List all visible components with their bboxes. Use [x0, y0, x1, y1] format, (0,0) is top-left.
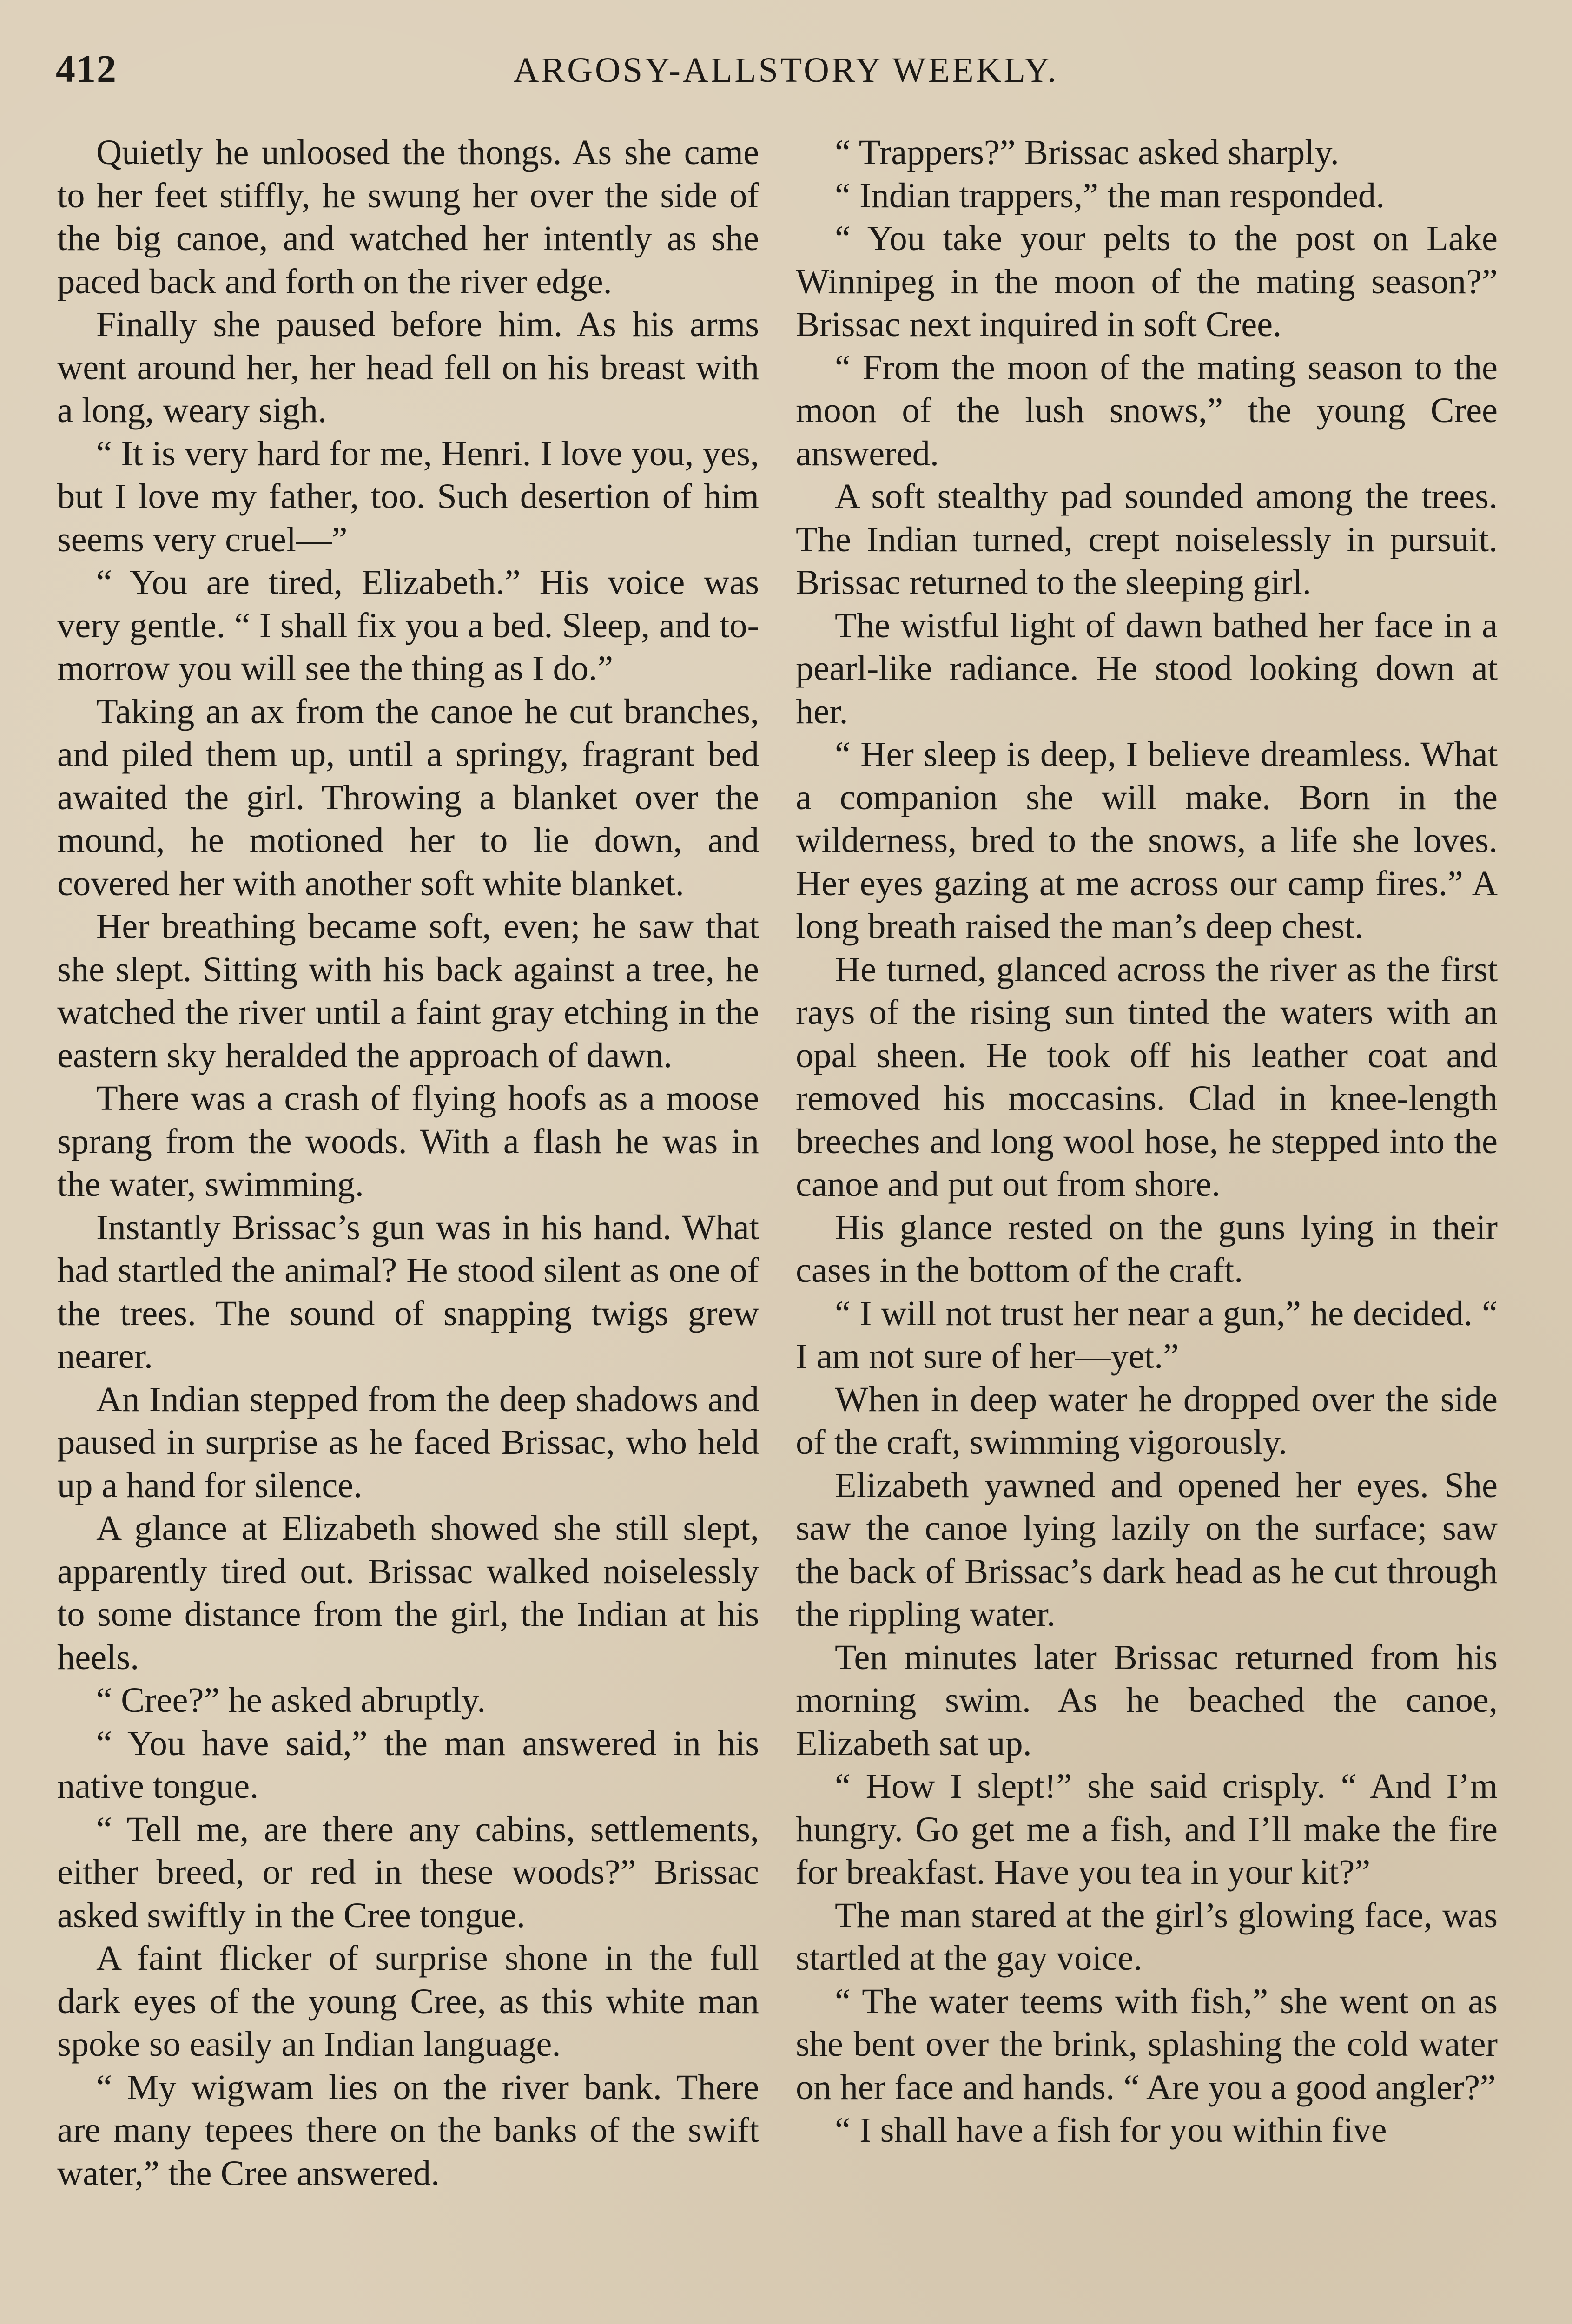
paragraph: The man stared at the girl’s glowing face, was startled at the gay voice. — [796, 1895, 1498, 1978]
running-title: ARGOSY-ALLSTORY WEEKLY. — [513, 51, 1059, 90]
paragraph: “ Trappers?” Brissac asked sharply. — [835, 132, 1339, 172]
paragraph: There was a crash of flying hoofs as a moose sprang from the woods. With a flash he was in the water, swimming. — [57, 1078, 759, 1204]
paragraph: Quietly he unloosed the thongs. As she came to her feet stiffly, he swung her over the side of the big canoe, and watched her intently as she paced back and forth on the river edge. — [57, 132, 759, 301]
paragraph: “ It is very hard for me, Henri. I love you, yes, but I love my father, too. Such desertion of him seems very cruel—” — [57, 433, 759, 559]
left-text-column — [57, 131, 759, 2195]
paragraph: Instantly Brissac’s gun was in his hand. What had startled the animal? He stood silent as one of the trees. The sound of snapping twigs grew nearer. — [57, 1207, 759, 1376]
paragraph: “ From the moon of the mating season to the moon of the lush snows,” the young Cree answered. — [796, 347, 1498, 473]
paragraph: A glance at Elizabeth showed she still slept, apparently tired out. Brissac walked noiselessly to some distance from the girl, the Indian at his heels. — [57, 1508, 759, 1677]
paragraph: When in deep water he dropped over the side of the craft, swimming vigorously. — [796, 1379, 1498, 1462]
paragraph: The wistful light of dawn bathed her face in a pearl-like radiance. He stood looking down at her. — [796, 605, 1498, 731]
paragraph: “ My wigwam lies on the river bank. There are many tepees there on the banks of the swift water,” the Cree answered. — [57, 2067, 759, 2193]
paragraph: His glance rested on the guns lying in their cases in the bottom of the craft. — [796, 1207, 1498, 1290]
paragraph: “ The water teems with fish,” she went on as she bent over the brink, splashing the cold water on her face and hands. “ Are you a good angler?” — [796, 1981, 1498, 2107]
page-number: 412 — [56, 47, 117, 91]
paragraph: A soft stealthy pad sounded among the trees. The Indian turned, crept noiselessly in pursuit. Brissac returned to the sleeping girl. — [796, 476, 1498, 602]
paragraph: Her breathing became soft, even; he saw that she slept. Sitting with his back against a tree, he watched the river until a faint gray etching in the eastern sky heralded the approach of dawn. — [57, 906, 759, 1075]
paragraph: “ You are tired, Elizabeth.” His voice was very gentle. “ I shall fix you a bed. Sleep, and to-morrow you will see the thing as I do.” — [57, 562, 759, 688]
paragraph: “ You take your pelts to the post on Lake Winnipeg in the moon of the mating season?” Brissac next inquired in soft Cree. — [796, 218, 1498, 344]
paragraph: “ I shall have a fish for you within five — [835, 2110, 1387, 2150]
paragraph: “ Her sleep is deep, I believe dreamless. What a companion she will make. Born in the wilderness, bred to the snows, a life she loves. Her eyes gazing at me across our camp fires.” A long breath raised the man’s deep chest. — [796, 734, 1498, 946]
paragraph: A faint flicker of surprise shone in the full dark eyes of the young Cree, as this white man spoke so easily an Indian language. — [57, 1938, 759, 2064]
paragraph: An Indian stepped from the deep shadows and paused in surprise as he faced Brissac, who held up a hand for silence. — [57, 1379, 759, 1505]
page-header — [56, 46, 1516, 102]
paragraph: Elizabeth yawned and opened her eyes. She saw the canoe lying lazily on the surface; saw the back of Brissac’s dark head as he cut through the rippling water. — [796, 1465, 1498, 1634]
paragraph: “ You have said,” the man answered in his native tongue. — [57, 1723, 759, 1806]
paragraph: Finally she paused before him. As his arms went around her, her head fell on his breast with a long, weary sigh. — [57, 304, 759, 430]
paragraph: “ I will not trust her near a gun,” he decided. “ I am not sure of her—yet.” — [796, 1293, 1498, 1376]
paragraph: He turned, glanced across the river as the first rays of the rising sun tinted the waters with an opal sheen. He took off his leather coat and removed his moccasins. Clad in knee-length breeches and long wool hose, he stepped into the canoe and put out from shore. — [796, 949, 1498, 1204]
paragraph: “ Tell me, are there any cabins, settlements, either breed, or red in these woods?” Brissac asked swiftly in the Cree tongue. — [57, 1809, 759, 1935]
paragraph: Ten minutes later Brissac returned from his morning swim. As he beached the canoe, Elizabeth sat up. — [796, 1637, 1498, 1763]
paragraph: “ Cree?” he asked abruptly. — [96, 1680, 486, 1720]
paragraph: “ How I slept!” she said crisply. “ And I’m hungry. Go get me a fish, and I’ll make the fire for breakfast. Have you tea in your kit?” — [796, 1766, 1498, 1892]
paragraph: “ Indian trappers,” the man responded. — [835, 175, 1385, 215]
right-text-column — [796, 131, 1498, 2152]
paragraph: Taking an ax from the canoe he cut branches, and piled them up, until a springy, fragrant bed awaited the girl. Throwing a blanket over the mound, he motioned her to lie down, and covered her with another soft white blanket. — [57, 691, 759, 903]
